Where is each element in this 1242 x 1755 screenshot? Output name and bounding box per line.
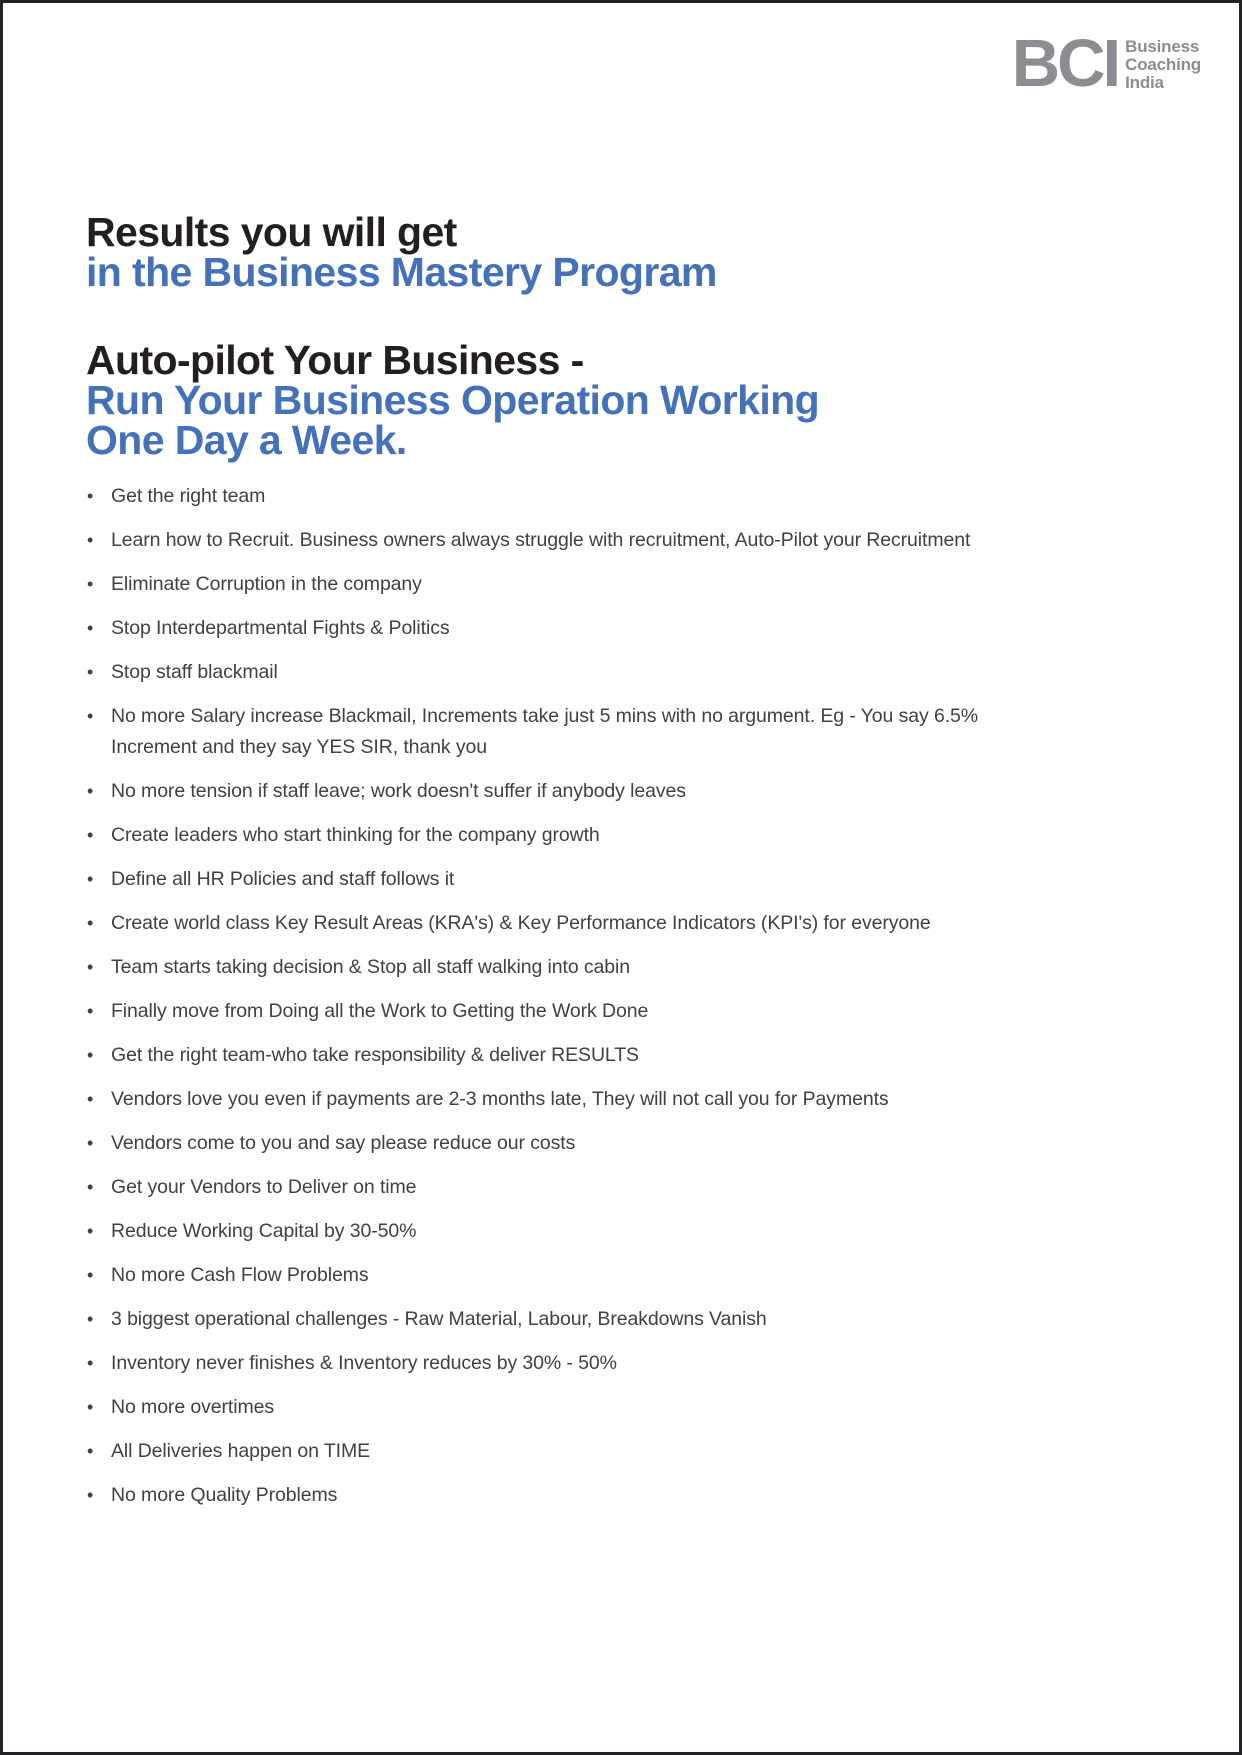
list-item: • Inventory never finishes & Inventory reduces by 30% - 50%: [86, 1348, 998, 1379]
list-item: • Get your Vendors to Deliver on time: [86, 1172, 998, 1203]
list-item: • Finally move from Doing all the Work to Getting the Work Done: [86, 996, 998, 1027]
list-item: • Vendors love you even if payments are 2-3 months late, They will not call you for Payments: [86, 1084, 998, 1115]
list-item: • No more Quality Problems: [86, 1480, 998, 1511]
list-item: • Vendors come to you and say please reduce our costs: [86, 1128, 998, 1159]
autopilot-heading-line1: Auto-pilot Your Business -: [86, 337, 584, 383]
autopilot-heading-line3: One Day a Week.: [86, 417, 407, 463]
list-item: • No more overtimes: [86, 1392, 998, 1423]
list-item: • Learn how to Recruit. Business owners always struggle with recruitment, Auto-Pilot your Recruitment: [86, 525, 998, 556]
list-item: • No more tension if staff leave; work doesn't suffer if anybody leaves: [86, 776, 998, 807]
autopilot-heading: [86, 337, 1169, 463]
list-item: • No more Cash Flow Problems: [86, 1260, 998, 1291]
results-list: [86, 481, 998, 1511]
results-heading-line2: in the Business Mastery Program: [86, 249, 717, 295]
bci-logo: [1011, 26, 1201, 101]
bci-logo-word-coaching: Coaching: [1125, 55, 1201, 74]
list-item: • Reduce Working Capital by 30-50%: [86, 1216, 998, 1247]
list-item: • Stop Interdepartmental Fights & Politics: [86, 613, 998, 644]
page-content: [3, 209, 1239, 1511]
results-heading: [86, 209, 1169, 295]
results-heading-line1: Results you will get: [86, 209, 457, 255]
bci-logo-abbr: BCI: [1011, 26, 1119, 101]
list-item: • Define all HR Policies and staff follows it: [86, 864, 998, 895]
autopilot-heading-line2: Run Your Business Operation Working: [86, 377, 820, 423]
bci-logo-word-business: Business: [1125, 37, 1200, 56]
list-item: • Eliminate Corruption in the company: [86, 569, 998, 600]
list-item: • Get the right team: [86, 481, 998, 512]
list-item: • Create world class Key Result Areas (KRA's) & Key Performance Indicators (KPI's) for everyone: [86, 908, 998, 939]
list-item: • Get the right team-who take responsibility & deliver RESULTS: [86, 1040, 998, 1071]
list-item: • Stop staff blackmail: [86, 657, 998, 688]
list-item: • 3 biggest operational challenges - Raw Material, Labour, Breakdowns Vanish: [86, 1304, 998, 1335]
bci-logo-word-india: India: [1125, 73, 1164, 92]
list-item: • All Deliveries happen on TIME: [86, 1436, 998, 1467]
bci-logo-wordmark: [1125, 38, 1201, 92]
list-item: • No more Salary increase Blackmail, Increments take just 5 mins with no argument. Eg - You say 6.5% Increment and they say YES SIR, thank you: [86, 701, 998, 763]
list-item: • Team starts taking decision & Stop all staff walking into cabin: [86, 952, 998, 983]
list-item: • Create leaders who start thinking for the company growth: [86, 820, 998, 851]
